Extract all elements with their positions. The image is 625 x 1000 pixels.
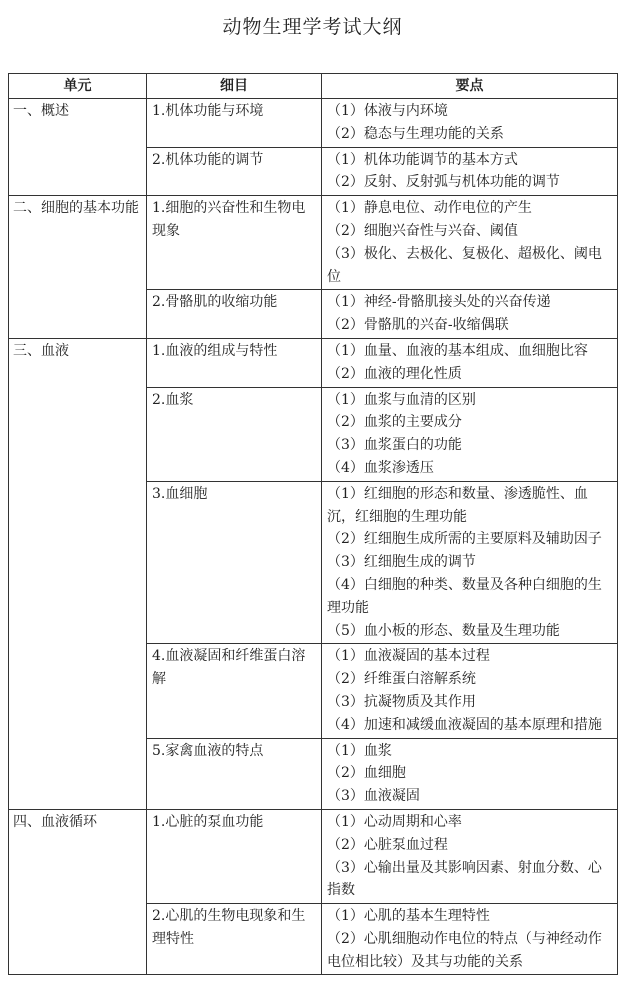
detail-cell: 2.机体功能的调节: [147, 147, 322, 196]
point-item: （4）白细胞的种类、数量及各种白细胞的生理功能: [327, 576, 602, 616]
point-item: （1）红细胞的形态和数量、渗透脆性、血沉，红细胞的生理功能: [327, 485, 588, 525]
point-item: （1）血浆: [327, 742, 392, 759]
points-cell: [322, 338, 618, 387]
table-row: [9, 99, 618, 148]
column-header-unit: 单元: [9, 74, 147, 99]
table-row: [9, 809, 618, 903]
points-cell: [322, 644, 618, 738]
point-item: （1）血液凝固的基本过程: [327, 648, 490, 665]
point-item: （2）红细胞生成所需的主要原料及辅助因子: [327, 531, 602, 548]
point-item: （4）血浆渗透压: [327, 459, 434, 476]
point-item: （3）血液凝固: [327, 788, 420, 805]
detail-cell: 1.机体功能与环境: [147, 99, 322, 148]
point-item: （2）血液的理化性质: [327, 365, 462, 382]
points-cell: [322, 481, 618, 644]
points-cell: [322, 809, 618, 903]
detail-cell: 1.细胞的兴奋性和生物电现象: [147, 196, 322, 290]
points-cell: [322, 147, 618, 196]
point-item: （4）加速和减缓血液凝固的基本原理和措施: [327, 716, 602, 733]
detail-cell: 1.血液的组成与特性: [147, 338, 322, 387]
table-row: [9, 196, 618, 290]
point-item: （2）血浆的主要成分: [327, 414, 462, 431]
points-cell: [322, 196, 618, 290]
point-item: （1）神经-骨骼肌接头处的兴奋传递: [327, 294, 551, 311]
syllabus-table: [8, 73, 618, 975]
points-cell: [322, 290, 618, 339]
point-item: （2）血细胞: [327, 765, 406, 782]
point-item: （1）血量、血液的基本组成、血细胞比容: [327, 342, 588, 359]
point-item: （1）机体功能调节的基本方式: [327, 151, 518, 168]
detail-cell: 5.家禽血液的特点: [147, 738, 322, 809]
point-item: （3）血浆蛋白的功能: [327, 437, 462, 454]
column-header-detail: 细目: [147, 74, 322, 99]
table-row: [9, 338, 618, 387]
points-cell: [322, 738, 618, 809]
unit-cell: 三、血液: [9, 338, 147, 809]
point-item: （3）极化、去极化、复极化、超极化、阈电位: [327, 245, 602, 285]
point-item: （2）心肌细胞动作电位的特点（与神经动作电位相比较）及其与功能的关系: [327, 930, 602, 970]
page-title: 动物生理学考试大纲: [222, 16, 403, 38]
point-item: （2）骨骼肌的兴奋-收缩偶联: [327, 317, 509, 334]
detail-cell: 3.血细胞: [147, 481, 322, 644]
points-cell: [322, 387, 618, 481]
point-item: （2）纤维蛋白溶解系统: [327, 671, 476, 688]
point-item: （1）静息电位、动作电位的产生: [327, 200, 532, 217]
point-item: （1）血浆与血清的区别: [327, 391, 476, 408]
point-item: （2）心脏泵血过程: [327, 836, 448, 853]
points-cell: [322, 99, 618, 148]
column-header-points: 要点: [322, 74, 618, 99]
detail-cell: 2.骨骼肌的收缩功能: [147, 290, 322, 339]
point-item: （3）红细胞生成的调节: [327, 554, 476, 571]
point-item: （2）反射、反射弧与机体功能的调节: [327, 174, 560, 191]
point-item: （5）血小板的形态、数量及生理功能: [327, 622, 560, 639]
unit-cell: 四、血液循环: [9, 809, 147, 975]
point-item: （2）细胞兴奋性与兴奋、阈值: [327, 222, 518, 239]
table-header-row: [9, 74, 618, 99]
detail-cell: 2.血浆: [147, 387, 322, 481]
unit-cell: 二、细胞的基本功能: [9, 196, 147, 339]
unit-cell: 一、概述: [9, 99, 147, 196]
point-item: （1）心动周期和心率: [327, 813, 462, 830]
points-cell: [322, 904, 618, 975]
detail-cell: 2.心肌的生物电现象和生理特性: [147, 904, 322, 975]
point-item: （1）体液与内环境: [327, 103, 448, 119]
point-item: （1）心肌的基本生理特性: [327, 908, 490, 925]
point-item: （3）心输出量及其影响因素、射血分数、心指数: [327, 859, 602, 899]
point-item: （2）稳态与生理功能的关系: [327, 125, 504, 142]
point-item: （3）抗凝物质及其作用: [327, 693, 476, 710]
detail-cell: 1.心脏的泵血功能: [147, 809, 322, 903]
detail-cell: 4.血液凝固和纤维蛋白溶解: [147, 644, 322, 738]
